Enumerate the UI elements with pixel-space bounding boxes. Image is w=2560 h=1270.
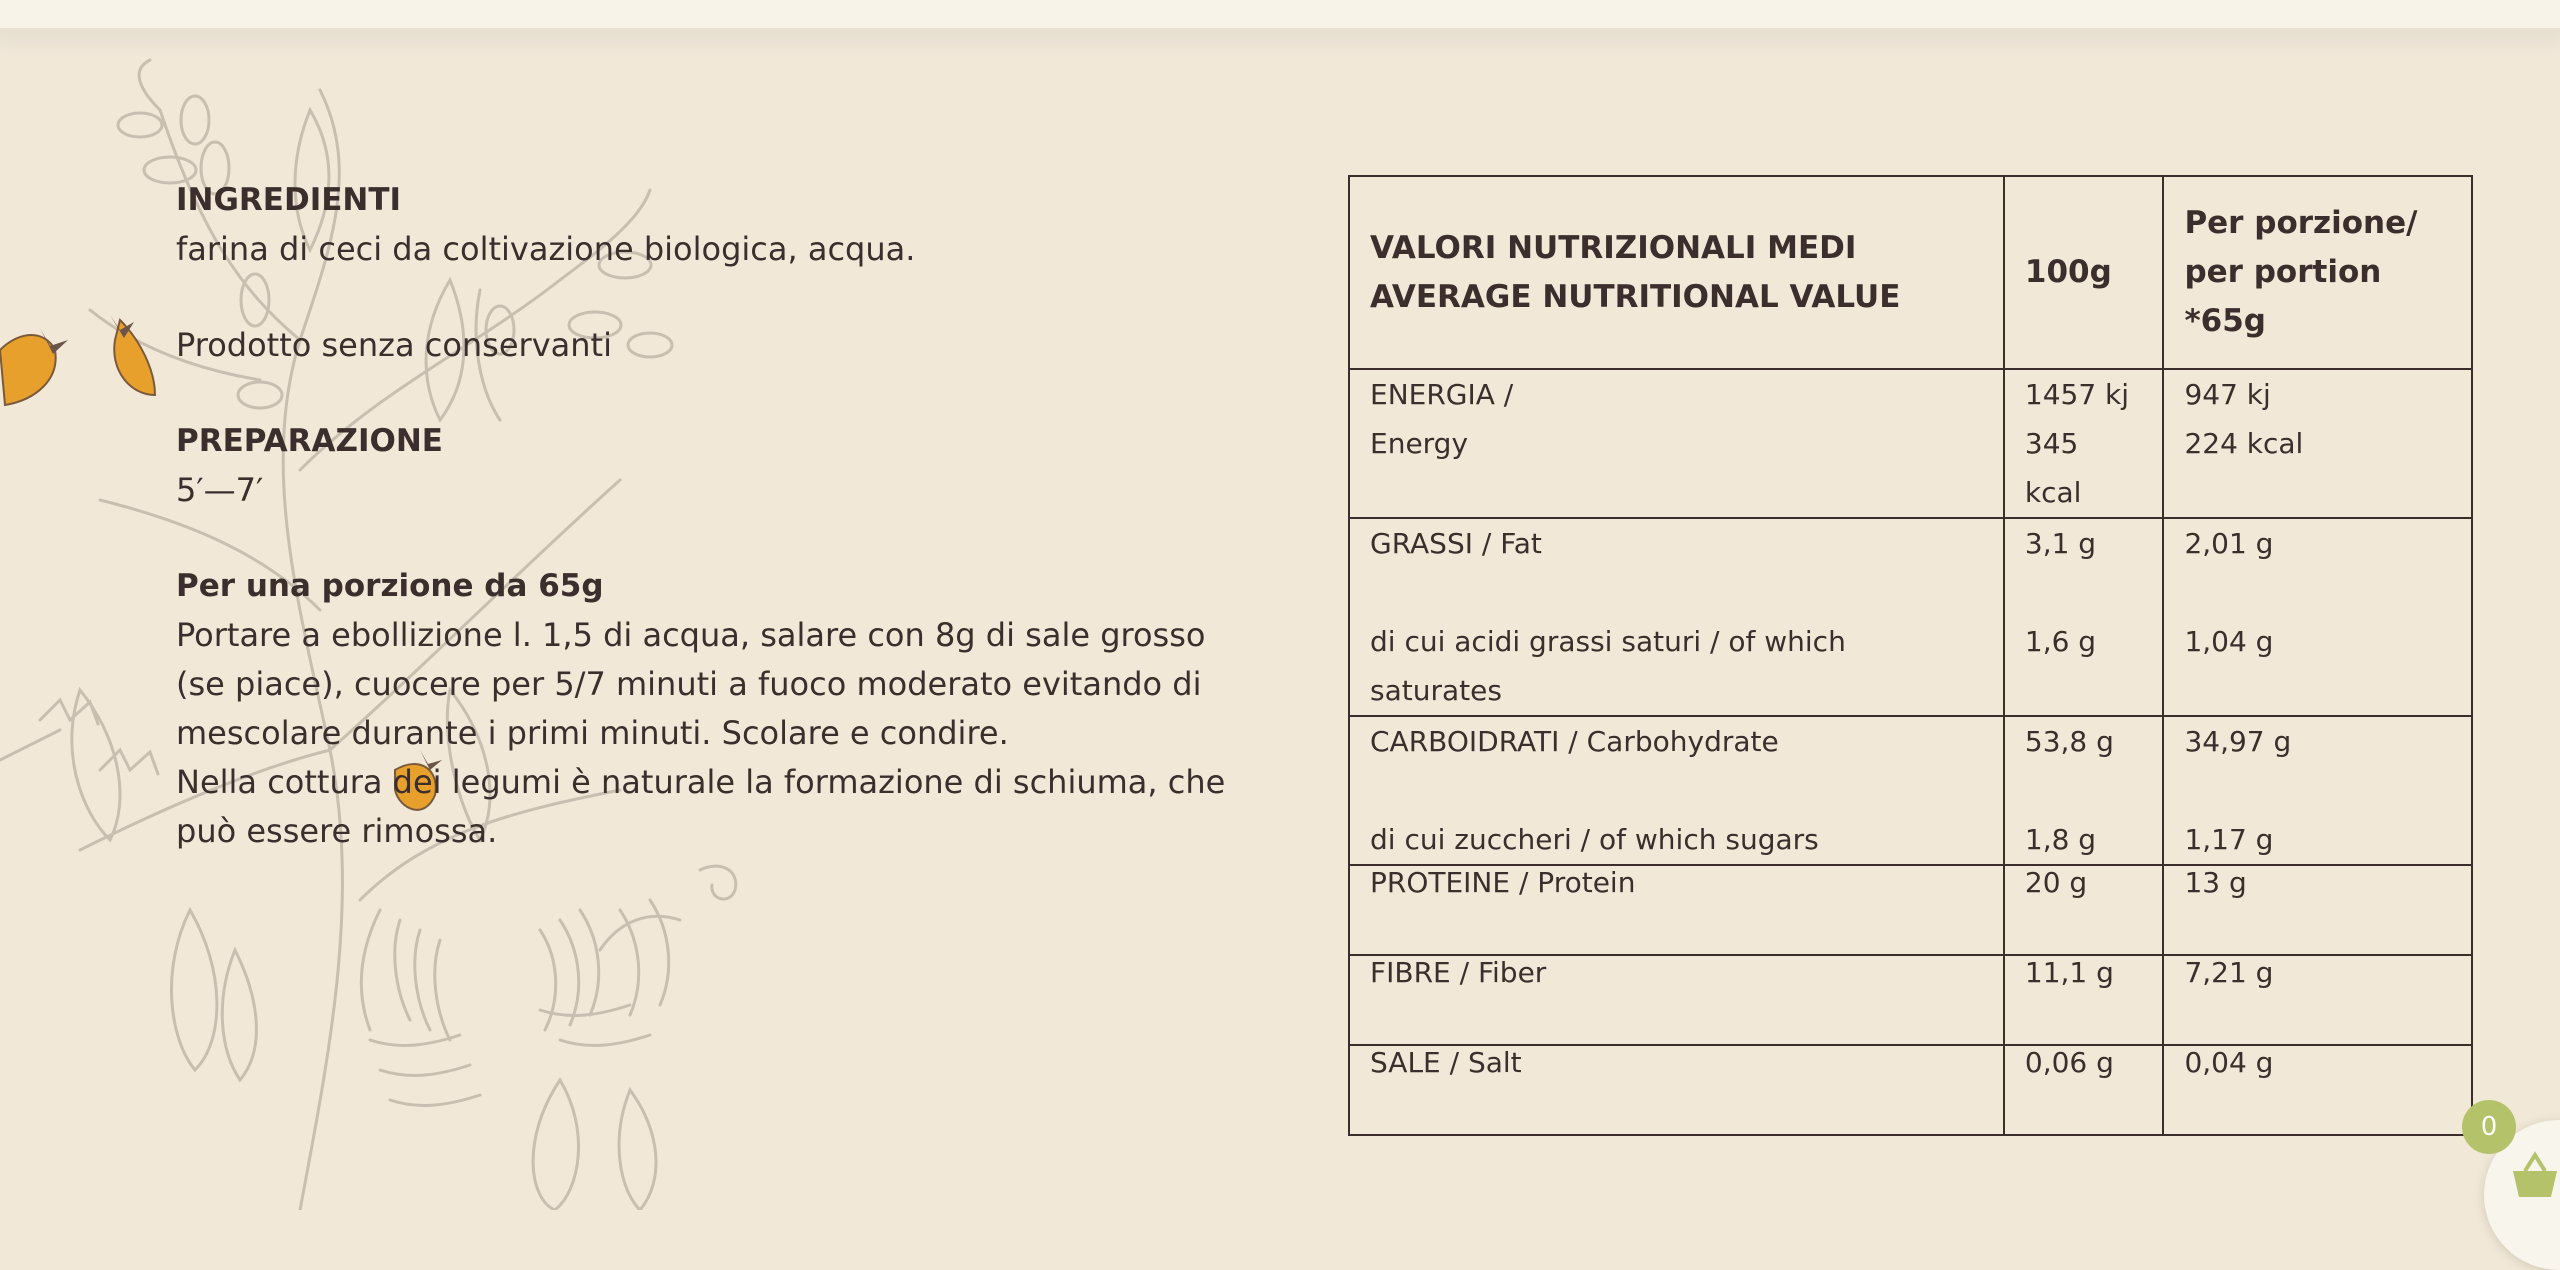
cell-line: ENERGIA /: [1370, 378, 1514, 411]
table-row-protein: [1349, 865, 2472, 955]
energy-label: [1349, 369, 2004, 518]
salt-label: SALE / Salt: [1349, 1045, 2004, 1135]
cell-line: 1,6 g: [2024, 625, 2097, 658]
header-per-portion: [2163, 176, 2472, 369]
fat-label: [1349, 518, 2004, 716]
cell-line: GRASSI / Fat: [1370, 527, 1542, 560]
cell-line: 1,17 g: [2184, 823, 2274, 856]
ingredients-text: farina di ceci da coltivazione biologica, acqua.: [176, 230, 916, 268]
header-nutritional-values: [1349, 176, 2004, 369]
nutrition-table-header: [1349, 176, 2472, 369]
preparation-heading: PREPARAZIONE: [176, 423, 443, 459]
table-row-energy: [1349, 369, 2472, 518]
portion-instructions: Portare a ebollizione l. 1,5 di acqua, salare con 8g di sale grosso (se piace), cuocere per 5/7 minuti a fuoco moderato evitando di mescolare durante i primi minuti. Scolare e condire.: [176, 616, 1206, 752]
product-description: [176, 176, 1246, 856]
cell-line: di cui zuccheri / of which sugars: [1370, 823, 1819, 856]
table-row-salt: [1349, 1045, 2472, 1135]
table-row-fiber: [1349, 955, 2472, 1045]
energy-per100: [2004, 369, 2164, 518]
foam-note: Nella cottura dei legumi è naturale la formazione di schiuma, che può essere rimossa.: [176, 763, 1226, 850]
header-line: AVERAGE NUTRITIONAL VALUE: [1370, 278, 1901, 315]
energy-portion: [2163, 369, 2472, 518]
protein-per100: 20 g: [2004, 865, 2164, 955]
cell-line: 1,04 g: [2184, 625, 2274, 658]
header-line: per portion *65g: [2184, 254, 2382, 339]
header-100g: [2004, 176, 2164, 369]
fiber-portion: 7,21 g: [2163, 955, 2472, 1045]
cell-line: 2,01 g: [2184, 527, 2274, 560]
cell-line: 345 kcal: [2024, 427, 2082, 509]
cell-line: Energy: [1370, 427, 1469, 460]
table-row-carbs: [1349, 716, 2472, 865]
carbs-portion: [2163, 716, 2472, 865]
carbs-label: [1349, 716, 2004, 865]
cell-line: 1,8 g: [2024, 823, 2097, 856]
cart-count-badge[interactable]: 0: [2462, 1100, 2516, 1154]
fiber-label: FIBRE / Fiber: [1349, 955, 2004, 1045]
cell-line: 34,97 g: [2184, 725, 2292, 758]
nutrition-table: [1348, 175, 2473, 1136]
cell-line: 224 kcal: [2184, 427, 2304, 460]
carbs-per100: [2004, 716, 2164, 865]
preparation-time: 5′—7′: [176, 471, 264, 509]
fat-per100: [2004, 518, 2164, 716]
fiber-per100: 11,1 g: [2004, 955, 2164, 1045]
table-row-fat: [1349, 518, 2472, 716]
portion-heading: Per una porzione da 65g: [176, 568, 604, 604]
no-preservatives-text: Prodotto senza conservanti: [176, 326, 612, 364]
protein-portion: 13 g: [2163, 865, 2472, 955]
cell-line: 947 kj: [2184, 378, 2271, 411]
ingredients-heading: INGREDIENTI: [176, 182, 402, 218]
salt-portion: 0,04 g: [2163, 1045, 2472, 1135]
fat-portion: [2163, 518, 2472, 716]
header-line: VALORI NUTRIZIONALI MEDI: [1370, 229, 1857, 266]
cell-line: 1457 kj: [2024, 378, 2130, 411]
salt-per100: 0,06 g: [2004, 1045, 2164, 1135]
top-header-bar: [0, 0, 2560, 28]
header-line: Per porzione/: [2184, 205, 2418, 241]
cell-line: 53,8 g: [2024, 725, 2114, 758]
cell-line: 3,1 g: [2024, 527, 2097, 560]
header-line: 100g: [2024, 254, 2112, 290]
cell-line: di cui acidi grassi saturi / of which saturates: [1370, 625, 1846, 707]
protein-label: PROTEINE / Protein: [1349, 865, 2004, 955]
basket-icon[interactable]: [2505, 1145, 2560, 1205]
cell-line: CARBOIDRATI / Carbohydrate: [1370, 725, 1779, 758]
